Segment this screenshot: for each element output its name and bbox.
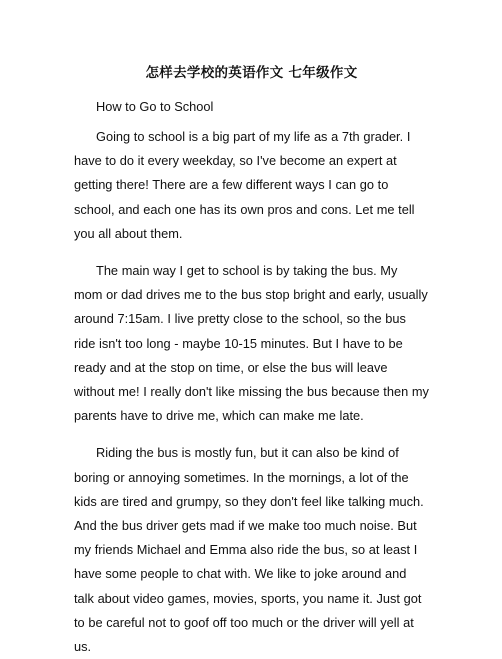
essay-title: How to Go to School xyxy=(96,99,214,114)
paragraph-intro: Going to school is a big part of my life as a 7th grader. I have to do it every weekday, so I've become an expert at getting there! There are a few different ways I can go to school, and each one has its own pros and cons. Let me tell you all about them. xyxy=(74,129,415,241)
paragraph-bus-ride: Riding the bus is mostly fun, but it can also be kind of boring or annoying sometimes. In the mornings, a lot of the kids are tired and grumpy, so they don't feel like talking much. And the bus driver gets mad if we make too much noise. But my friends Michael and Emma also ride the bus, so at least I have some people to chat with. We like to joke around and talk about video games, movies, sports, you name it. Just got to be careful not to goof off too much or the driver will yell at us. xyxy=(74,445,424,655)
paragraph-bus: The main way I get to school is by taking the bus. My mom or dad drives me to the bus stop bright and early, usually around 7:15am. I live pretty close to the school, so the bus ride isn't too long - maybe 10-15 minutes. But I have to be ready and at the stop on time, or else the bus will leave without me! I really don't like missing the bus because then my parents have to drive me, which can make me late. xyxy=(74,263,429,424)
document-title: 怎样去学校的英语作文 七年级作文 xyxy=(145,65,358,81)
